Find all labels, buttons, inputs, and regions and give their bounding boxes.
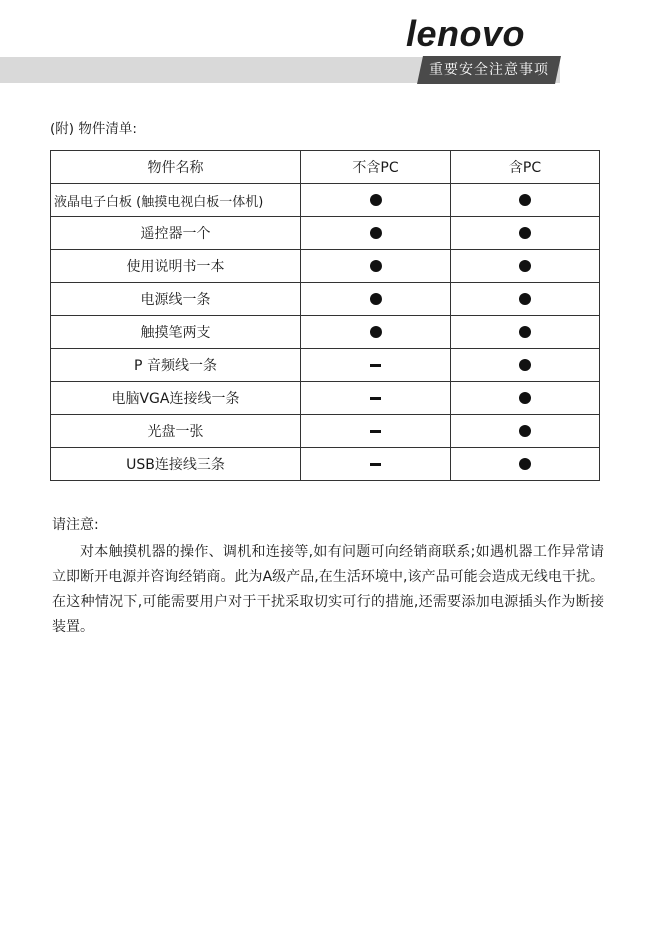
column-header-with-pc: 含PC — [451, 151, 600, 184]
included-dot-icon — [519, 293, 531, 305]
item-name-cell: 电脑VGA连接线一条 — [51, 382, 301, 415]
table-row — [51, 316, 600, 349]
with-pc-cell — [451, 382, 600, 415]
safety-tagline — [417, 56, 561, 84]
included-dot-icon — [370, 260, 382, 272]
table-row — [51, 382, 600, 415]
notice-title: 请注意: — [52, 517, 99, 533]
with-pc-cell — [451, 250, 600, 283]
safety-tagline-text: 重要安全注意事项 — [429, 62, 549, 78]
without-pc-cell — [301, 415, 451, 448]
not-included-dash-icon — [370, 430, 381, 433]
without-pc-cell — [301, 250, 451, 283]
included-dot-icon — [519, 227, 531, 239]
table-row — [51, 250, 600, 283]
item-name-cell: 遥控器一个 — [51, 217, 301, 250]
without-pc-cell — [301, 448, 451, 481]
with-pc-cell — [451, 283, 600, 316]
with-pc-cell — [451, 316, 600, 349]
item-name-cell: 液晶电子白板 (触摸电视白板一体机) — [51, 184, 301, 217]
included-dot-icon — [370, 227, 382, 239]
without-pc-cell — [301, 382, 451, 415]
included-dot-icon — [519, 260, 531, 272]
items-table-body — [51, 184, 600, 481]
with-pc-cell — [451, 448, 600, 481]
without-pc-cell — [301, 217, 451, 250]
not-included-dash-icon — [370, 364, 381, 367]
included-dot-icon — [370, 194, 382, 206]
included-dot-icon — [519, 458, 531, 470]
table-header-row — [51, 151, 600, 184]
included-dot-icon — [519, 359, 531, 371]
included-dot-icon — [370, 293, 382, 305]
with-pc-cell — [451, 415, 600, 448]
items-table — [50, 150, 600, 481]
item-name-cell: 电源线一条 — [51, 283, 301, 316]
with-pc-cell — [451, 217, 600, 250]
table-row — [51, 415, 600, 448]
item-name-cell: 触摸笔两支 — [51, 316, 301, 349]
item-name-cell: USB连接线三条 — [51, 448, 301, 481]
notice-section — [52, 514, 604, 640]
without-pc-cell — [301, 184, 451, 217]
without-pc-cell — [301, 283, 451, 316]
included-dot-icon — [370, 326, 382, 338]
item-name-cell: 光盘一张 — [51, 415, 301, 448]
item-name-cell: 使用说明书一本 — [51, 250, 301, 283]
not-included-dash-icon — [370, 397, 381, 400]
table-row — [51, 217, 600, 250]
column-header-item-name: 物件名称 — [51, 151, 301, 184]
with-pc-cell — [451, 184, 600, 217]
table-row — [51, 349, 600, 382]
table-row — [51, 448, 600, 481]
included-dot-icon — [519, 392, 531, 404]
table-row — [51, 283, 600, 316]
without-pc-cell — [301, 349, 451, 382]
table-row — [51, 184, 600, 217]
item-name-cell: P 音频线一条 — [51, 349, 301, 382]
appendix-title: (附) 物件清单: — [50, 121, 137, 137]
included-dot-icon — [519, 425, 531, 437]
without-pc-cell — [301, 316, 451, 349]
with-pc-cell — [451, 349, 600, 382]
included-dot-icon — [519, 194, 531, 206]
notice-body: 对本触摸机器的操作、调机和连接等,如有问题可向经销商联系;如遇机器工作异常请立即断开电源并咨询经销商。此为A级产品,在生活环境中,该产品可能会造成无线电干扰。在这种情况下,可能需要用户对于干扰采取切实可行的措施,还需要添加电源插头作为断接装置。 — [52, 544, 604, 635]
column-header-without-pc: 不含PC — [301, 151, 451, 184]
not-included-dash-icon — [370, 463, 381, 466]
included-dot-icon — [519, 326, 531, 338]
lenovo-logo: lenovo — [406, 13, 526, 54]
